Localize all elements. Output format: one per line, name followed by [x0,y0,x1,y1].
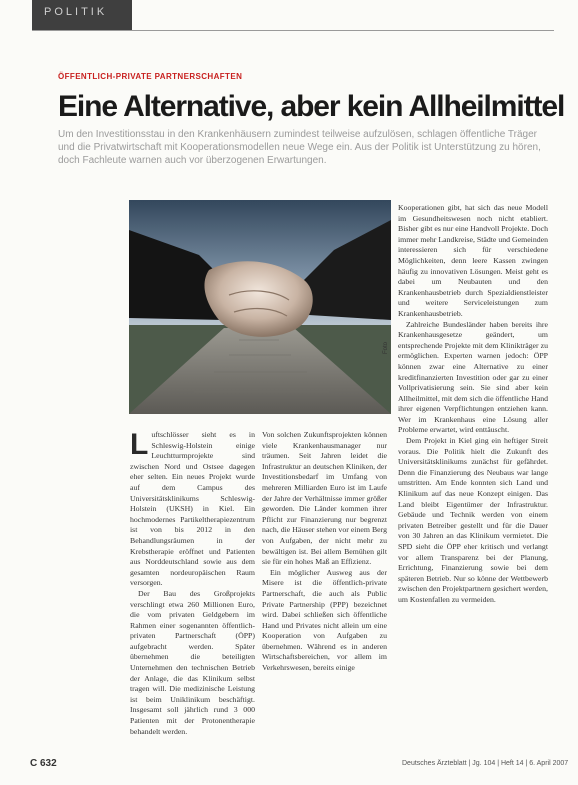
article-deck: Um den Investitionsstau in den Krankenhäusern zumindest teilweise aufzulösen, schlagen öffentliche Träger und die Privatwirtschaft mit Kooperationsmodellen neue Wege ein. Aus der Politik ist Unterstützung zu hören, doch Fachleute warnen auch vor überzogenen Erwartungen. [58,129,541,166]
paragraph: Zahlreiche Bundesländer haben bereits ihre Krankenhausgesetze geändert, um entsprechende Projekte mit dem Klinikträger zu ermöglichen. Experten warnen jedoch: ÖPP können zwar eine Alternative zu einer kreditfinanzierten Investition oder gar zu einer Vollprivatisierung sein. Sie sind aber kein Allheilmittel, mit dem sich die öffentliche Hand ihrer eigenen Verpflichtungen entziehen kann. Wer im Krankenhaus eine Lösung aller Probleme erwartet, wird enttäuscht. [398,319,548,435]
page-number: C 632 [30,758,57,769]
paragraph: Kooperationen gibt, hat sich das neue Modell im Gesundheitswesen noch nicht etabliert. Bisher gibt es nur eine Handvoll Projekte. Doch immer mehr Landkreise, Städte und Gemeinden interessieren sich für verschiedene Möglichkeiten, denn leere Kassen zwingen häufig zu innovativen Lösungen. Meist geht es dabei um Neubauten und den Krankenhausbetrieb durch Spezialdienstleister und weitere Serviceleistungen zum Krankenhausbetrieb. [398,203,548,318]
article-headline: Eine Alternative, aber kein Allheilmittel [58,90,565,123]
paragraph: Der Bau des Großprojekts verschlingt etwa 260 Millionen Euro, die vom privaten Geldgebern im Rahmen einer sogenannten öffentlich-privaten Partnerschaft (ÖPP) aufgebracht werden. Später übernehmen die beteiligten Unternehmen den technischen Betrieb der Anlage, die das Klinikum selbst tragen will. Die medizinische Leistung ist beim Uniklinikum beschäftigt. Insgesamt soll jährlich rund 3 000 Patienten mit der Protonentherapie behandelt werden. [130,588,255,736]
paragraph: Dem Projekt in Kiel ging ein heftiger Streit voraus. Die Politik hielt die Zukunft des Universitätsklinikums zunächst für gefährdet. Denn die Finanzierung des Neubaus war lange umstritten. Am Ende konnten sich Land und Klinikum auf das neue Konzept einigen. Das Land bleibt Eigentümer der Infrastruktur. Gebäude und Technik werden von einem privaten Betreiber gestellt und für die Dauer von 30 Jahren an das Klinikum vermietet. Die SPD sieht die ÖPP eher kritisch und verlangt vor allem Transparenz bei der Planung, Errichtung, Finanzierung sowie bei dem späteren Betrieb. Nur so könne der Wettbewerb zwischen den Projektpartnern gesichert werden, um Kostenfallen zu vermeiden. [398,436,548,604]
header-rule [32,30,554,31]
section-tab [32,0,132,30]
paragraph: Luftschlösser sieht es in Schleswig-Holstein einige Leuchtturmprojekte sind zwischen Nord und Ostsee dagegen eher selten. Ein neues Projekt wurde auf dem Campus des Universitätsklinikums Schleswig-Holstein (UKSH) in Kiel. Ein hochmodernes Partikeltherapiezentrum ist von bis 2012 in den Behandlungsräumen in der Krebstherapie eröffnet und Patienten aus Norddeutschland sowie aus dem gesamten nordeuropäischen Raum versorgen. [130,430,255,588]
photo-credit: Foto [383,341,389,354]
paragraph: Von solchen Zukunftsprojekten können viele Krankenhausmanager nur träumen. Seit Jahren leidet die Infrastruktur an deutschen Kliniken, der Investitionsbedarf im Umfang von mehreren Milliarden Euro ist im Laufe der Jahre der Verhältnisse immer größer geworden. Die Länder kommen ihrer Pflicht zur Finanzierung nur begrenzt nach, die Häuser stehen vor einem Berg von Aufgaben, der nicht mehr zu bewältigen ist. Bei allem Bemühen gilt sie für ein hohes Maß an Effizienz. [262,430,387,567]
section-label: POLITIK [44,6,108,18]
handshake-photo [129,200,391,414]
article-column-3 [398,203,548,748]
dropcap: L [130,430,149,461]
publication-info: Deutsches Ärzteblatt | Jg. 104 | Heft 14 | 6. April 2007 [402,760,569,767]
article-column-1 [130,430,255,745]
paragraph: Ein möglicher Ausweg aus der Misere ist die öffentlich-private Partnerschaft, die auch als Public Private Partnership (PPP) bezeichnet wird. Dabei schließen sich öffentliche Hand und Privates nicht allein um eine Kooperation von Aufgaben zu übernehmen. Während es in anderen Wirtschaftsbereichen, vor allem im Verkehrswesen, bereits einige [262,567,387,673]
article-kicker: ÖFFENTLICH-PRIVATE PARTNERSCHAFTEN [58,72,243,81]
article-column-2 [262,430,387,745]
